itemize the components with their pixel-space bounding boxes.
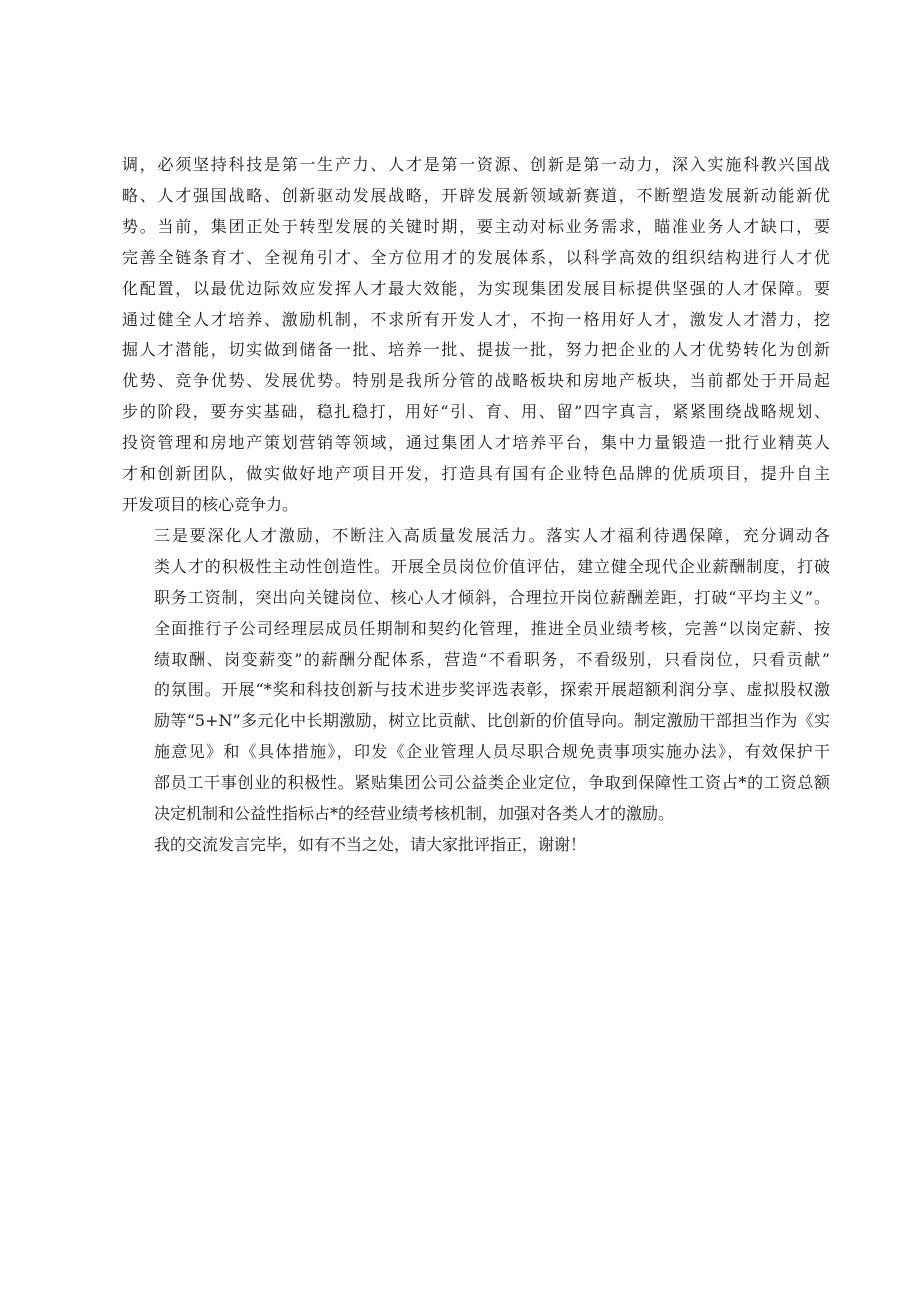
- text-line: 类人才的积极性主动性创造性。开展全员岗位价值评估，建立健全现代企业薪酬制度，打破: [154, 556, 830, 576]
- text-line: 励等“5+N”多元化中长期激励，树立比贡献、比创新的价值导向。制定激励干部担当作为《实: [154, 711, 830, 731]
- text-line: 施意见》和《具体措施》，印发《企业管理人员尽职合规免责事项实施办法》，有效保护干: [154, 742, 830, 762]
- text-line: 通过健全人才培养、激励机制，不求所有开发人才，不拘一格用好人才，激发人才潜力，挖: [122, 309, 830, 329]
- text-line: 投资管理和房地产策划营销等领域，通过集团人才培养平台，集中力量锻造一批行业精英人: [122, 433, 830, 453]
- text-line: 步的阶段，要夯实基础，稳扎稳打，用好“引、育、用、留”四字真言，紧紧围绕战略规划、: [122, 402, 830, 422]
- text-line: 全面推行子公司经理层成员任期制和契约化管理，推进全员业绩考核，完善“以岗定薪、按: [154, 618, 830, 638]
- document-body: [122, 150, 830, 861]
- text-line: 绩取酬、岗变薪变”的薪酬分配体系，营造“不看职务，不看级别，只看岗位，只看贡献”: [154, 649, 830, 669]
- text-line: 优势、竞争优势、发展优势。特别是我所分管的战略板块和房地产板块，当前都处于开局起: [122, 371, 830, 391]
- text-line: 部员工干事创业的积极性。紧贴集团公司公益类企业定位，争取到保障性工资占*的工资总额: [154, 773, 830, 793]
- text-line: 调，必须坚持科技是第一生产力、人才是第一资源、创新是第一动力，深入实施科教兴国战: [122, 155, 830, 174]
- text-line: 完善全链条育才、全视角引才、全方位用才的发展体系，以科学高效的组织结构进行人才优: [122, 247, 830, 267]
- paragraph-talent-strategy: [122, 150, 830, 521]
- text-line: 我的交流发言完毕，如有不当之处，请大家批评指正，谢谢！: [154, 834, 587, 854]
- text-line: 掘人才潜能，切实做到储备一批、培养一批、提拔一批，努力把企业的人才优势转化为创新: [122, 340, 830, 360]
- text-line: 才和创新团队，做实做好地产项目开发，打造具有国有企业特色品牌的优质项目，提升自主: [122, 464, 830, 484]
- text-line: 三是要深化人才激励，不断注入高质量发展活力。落实人才福利待遇保障，充分调动各: [154, 525, 830, 545]
- paragraph-closing: [122, 830, 830, 861]
- text-line: 开发项目的核心竞争力。: [122, 494, 299, 514]
- text-line: 略、人才强国战略、创新驱动发展战略，开辟发展新领域新赛道，不断塑造发展新动能新优: [122, 185, 830, 205]
- text-line: 决定机制和公益性指标占*的经营业绩考核机制，加强对各类人才的激励。: [154, 804, 675, 824]
- text-line: 的氛围。开展“*奖和科技创新与技术进步奖评选表彰，探索开展超额利润分享、虚拟股权激: [154, 680, 830, 700]
- text-line: 化配置，以最优边际效应发挥人才最大效能，为实现集团发展目标提供坚强的人才保障。要: [122, 278, 830, 298]
- text-line: 职务工资制，突出向关键岗位、核心人才倾斜，合理拉开岗位薪酬差距，打破“平均主义”。: [154, 587, 830, 607]
- text-line: 势。当前，集团正处于转型发展的关键时期，要主动对标业务需求，瞄准业务人才缺口，要: [122, 216, 830, 236]
- paragraph-talent-incentives: [122, 521, 830, 830]
